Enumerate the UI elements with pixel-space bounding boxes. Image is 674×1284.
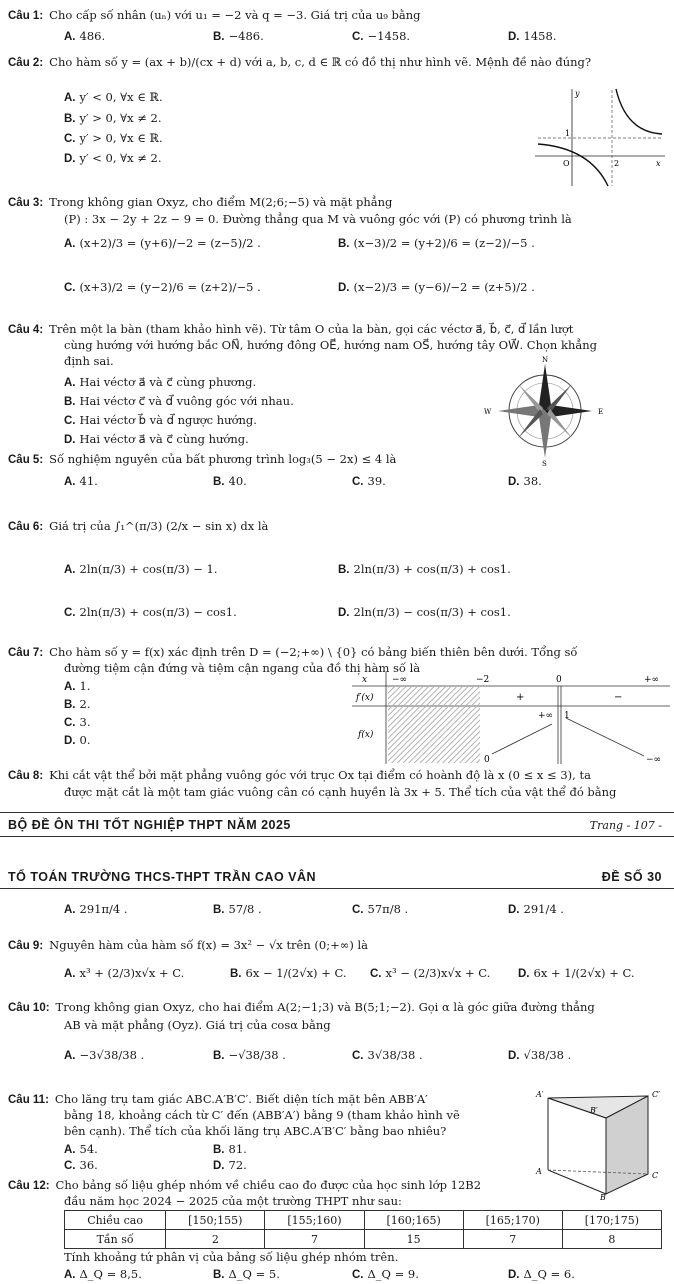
option-letter: C. <box>64 133 76 145</box>
option-d[interactable] <box>508 29 556 43</box>
option-text: 54. <box>79 1142 98 1156</box>
option-b[interactable] <box>213 474 247 488</box>
option-text: 40. <box>228 474 247 488</box>
option-text: 3√38/38 . <box>367 1048 423 1062</box>
option-text: y′ < 0, ∀x ∈ ℝ. <box>79 90 163 104</box>
option-text: −3√38/38 . <box>79 1048 145 1062</box>
question-9 <box>8 938 368 954</box>
one-label: 1 <box>565 129 571 138</box>
vertex-a1: A′ <box>536 1090 544 1099</box>
option-text: 41. <box>79 474 98 488</box>
option-b[interactable] <box>213 902 262 916</box>
table-cell: Tần số <box>65 1230 166 1249</box>
q-text: Giá trị của ∫₁^(π/3) (2/x − sin x) dx là <box>49 519 269 533</box>
option-text: (x−3)/2 = (y+2)/6 = (z−2)/−5 . <box>353 236 535 250</box>
option-a[interactable] <box>64 1267 142 1281</box>
f-minus-inf: −∞ <box>646 755 662 764</box>
q-text-2: đường tiệm cận đứng và tiệm cận ngang của đồ thị hàm số là <box>64 661 421 675</box>
fp-header: f′(x) <box>356 693 374 703</box>
f-one: 1 <box>564 711 570 721</box>
table-cell: [160;165) <box>364 1211 463 1230</box>
option-text: √38/38 . <box>523 1048 572 1062</box>
option-text: −√38/38 . <box>228 1048 286 1062</box>
q-text: Cho hàm số y = (ax + b)/(cx + d) với a, b, c, d ∈ ℝ có đồ thị như hình vẽ. Mệnh đề nào đúng? <box>49 55 592 69</box>
school-header: TỔ TOÁN TRƯỜNG THCS-THPT TRẦN CAO VÂN <box>8 870 317 884</box>
option-d[interactable] <box>338 280 535 294</box>
west-label: W <box>484 408 492 416</box>
option-d[interactable] <box>64 432 249 446</box>
option-letter: D. <box>338 607 350 619</box>
option-letter: B. <box>213 476 225 488</box>
option-letter: A. <box>64 377 76 389</box>
option-text: 57/8 . <box>228 902 262 916</box>
option-text: 3. <box>79 715 91 729</box>
x-header: x <box>362 675 368 685</box>
option-text: 0. <box>79 733 91 747</box>
option-d[interactable] <box>508 1048 571 1062</box>
question-2 <box>8 55 591 71</box>
east-label: E <box>598 408 604 416</box>
option-letter: D. <box>508 476 520 488</box>
table-cell: Chiều cao <box>65 1211 166 1230</box>
question-5 <box>8 452 396 468</box>
arrow-up <box>492 724 552 754</box>
option-c[interactable] <box>64 715 90 729</box>
vertex-b: B <box>600 1193 606 1200</box>
option-b[interactable] <box>338 236 535 250</box>
option-letter: D. <box>508 1269 520 1281</box>
hyperbola-graph <box>530 86 670 188</box>
option-b[interactable] <box>213 1048 286 1062</box>
south-needle <box>539 411 551 458</box>
option-letter: B. <box>230 968 242 980</box>
option-letter: D. <box>508 904 520 916</box>
question-7 <box>8 645 577 661</box>
option-letter: C. <box>64 607 76 619</box>
table-cell: [170;175) <box>562 1211 661 1230</box>
option-text: 38. <box>523 474 542 488</box>
option-letter: C. <box>64 717 76 729</box>
q-number: Câu 4: <box>8 324 44 336</box>
option-text: 486. <box>79 29 106 43</box>
option-c[interactable] <box>352 29 410 43</box>
option-text: 6x − 1/(2√x) + C. <box>245 966 347 980</box>
option-a[interactable] <box>64 562 217 576</box>
question-10 <box>8 1000 595 1016</box>
question-1 <box>8 8 421 24</box>
f-plus-inf: +∞ <box>538 711 554 721</box>
option-letter: B. <box>213 904 225 916</box>
option-text: (x+2)/3 = (y+6)/−2 = (z−5)/2 . <box>79 236 261 250</box>
option-letter: C. <box>352 476 364 488</box>
option-text: Hai véctơ a⃗ và c⃗ cùng hướng. <box>79 432 249 446</box>
option-a[interactable] <box>64 679 90 693</box>
option-b[interactable] <box>213 29 264 43</box>
f-header: f(x) <box>358 730 374 740</box>
option-c[interactable] <box>64 413 257 427</box>
option-text: x³ − (2/3)x√x + C. <box>385 966 491 980</box>
option-a[interactable] <box>64 90 163 104</box>
option-letter: B. <box>213 1144 225 1156</box>
q-number: Câu 1: <box>8 10 44 22</box>
option-letter: B. <box>64 396 76 408</box>
x-zero: 0 <box>556 675 562 685</box>
table-cell: 8 <box>562 1230 661 1249</box>
option-letter: D. <box>338 282 350 294</box>
option-text: Δ_Q = 8,5. <box>79 1267 142 1281</box>
prism-figure <box>530 1088 670 1200</box>
vertex-c: C <box>652 1171 659 1180</box>
option-letter: C. <box>64 282 76 294</box>
option-a[interactable] <box>64 375 256 389</box>
q-number: Câu 10: <box>8 1002 50 1014</box>
option-text: −1458. <box>367 29 411 43</box>
question-8 <box>8 768 591 784</box>
option-text: x³ + (2/3)x√x + C. <box>79 966 185 980</box>
option-c[interactable] <box>64 605 237 619</box>
option-letter: B. <box>64 699 76 711</box>
option-text: −486. <box>228 29 264 43</box>
q-text-2: AB và mặt phẳng (Oyz). Giá trị của cosα bằng <box>64 1018 331 1032</box>
divider <box>0 812 674 813</box>
hatched-region <box>388 707 480 763</box>
option-text: Hai véctơ a⃗ và c⃗ cùng phương. <box>79 375 257 389</box>
option-d[interactable] <box>213 1158 247 1172</box>
option-letter: B. <box>213 1050 225 1062</box>
q-text: Nguyên hàm của hàm số f(x) = 3x² − √x trên (0;+∞) là <box>49 938 368 952</box>
table-cell: 15 <box>364 1230 463 1249</box>
option-letter: D. <box>508 1050 520 1062</box>
edge <box>548 1170 606 1194</box>
option-text: 291π/4 . <box>79 902 128 916</box>
option-letter: C. <box>370 968 382 980</box>
option-letter: D. <box>64 153 76 165</box>
q-number: Câu 2: <box>8 57 44 69</box>
q-number: Câu 12: <box>8 1180 50 1192</box>
option-text: y′ < 0, ∀x ≠ 2. <box>79 151 162 165</box>
table-cell: 7 <box>265 1230 364 1249</box>
x-minus-two: −2 <box>476 675 490 685</box>
option-letter: B. <box>213 31 225 43</box>
option-letter: A. <box>64 904 76 916</box>
option-letter: B. <box>64 113 76 125</box>
question-3 <box>8 195 392 211</box>
option-b[interactable] <box>338 562 511 576</box>
option-b[interactable] <box>213 1267 280 1281</box>
question-6 <box>8 519 268 535</box>
option-b[interactable] <box>64 394 294 408</box>
table-cell: [155;160) <box>265 1211 364 1230</box>
option-letter: B. <box>338 564 350 576</box>
option-text: 2ln(π/3) + cos(π/3) − 1. <box>79 562 218 576</box>
option-b[interactable] <box>64 111 162 125</box>
option-d[interactable] <box>338 605 511 619</box>
table-cell: [165;170) <box>463 1211 562 1230</box>
q-text: Số nghiệm nguyên của bất phương trình log₃(5 − 2x) ≤ 4 là <box>49 452 397 466</box>
option-letter: A. <box>64 238 76 250</box>
table-cell: 7 <box>463 1230 562 1249</box>
option-d[interactable] <box>64 733 90 747</box>
option-text: 81. <box>228 1142 247 1156</box>
exam-number: ĐỀ SỐ 30 <box>601 870 662 884</box>
option-letter: A. <box>64 476 76 488</box>
option-letter: D. <box>213 1160 225 1172</box>
q-text: Khi cắt vật thể bởi mặt phẳng vuông góc với trục Ox tại điểm có hoành độ là x (0 ≤ x ≤ 3), ta <box>49 768 591 782</box>
y-label: y <box>575 89 580 98</box>
option-letter: B. <box>338 238 350 250</box>
q-text-3: định sai. <box>64 354 114 368</box>
option-text: y′ > 0, ∀x ∈ ℝ. <box>79 131 163 145</box>
divider <box>0 888 674 889</box>
option-letter: A. <box>64 92 76 104</box>
book-title: BỘ ĐỀ ÔN THI TỐT NGHIỆP THPT NĂM 2025 <box>8 818 291 832</box>
option-letter: C. <box>352 904 364 916</box>
option-letter: C. <box>352 1269 364 1281</box>
option-letter: D. <box>518 968 530 980</box>
option-c[interactable] <box>64 1158 98 1172</box>
option-text: Hai véctơ c⃗ và d⃗ vuông góc với nhau. <box>79 394 294 408</box>
option-letter: A. <box>64 1269 76 1281</box>
option-letter: C. <box>352 1050 364 1062</box>
q-text: Cho hàm số y = f(x) xác định trên D = (−2;+∞) \ {0} có bảng biến thiên bên dưới. Tổng số <box>49 645 578 659</box>
option-a[interactable] <box>64 966 184 980</box>
option-text: 2ln(π/3) + cos(π/3) + cos1. <box>353 562 511 576</box>
option-letter: A. <box>64 31 76 43</box>
option-a[interactable] <box>64 1142 98 1156</box>
option-letter: D. <box>64 735 76 747</box>
option-text: 1458. <box>523 29 557 43</box>
option-text: 291/4 . <box>523 902 564 916</box>
table-row <box>65 1211 662 1230</box>
option-letter: C. <box>352 31 364 43</box>
q-number: Câu 11: <box>8 1094 49 1106</box>
q-text-2: đầu năm học 2024 − 2025 của một trường THPT như sau: <box>64 1194 402 1208</box>
question-12 <box>8 1178 481 1194</box>
option-text: Δ_Q = 9. <box>367 1267 419 1281</box>
option-a[interactable] <box>64 1048 144 1062</box>
hatched-region <box>388 687 480 705</box>
frequency-table <box>64 1210 662 1249</box>
vertex-b1: B′ <box>590 1106 598 1115</box>
option-d[interactable] <box>64 151 162 165</box>
arrow-down <box>566 718 644 756</box>
option-d[interactable] <box>508 474 542 488</box>
option-b[interactable] <box>64 697 90 711</box>
left-branch <box>538 144 608 186</box>
page-number: Trang - 107 - <box>589 819 662 832</box>
q-number: Câu 6: <box>8 521 44 533</box>
option-letter: D. <box>508 31 520 43</box>
option-text: 6x + 1/(2√x) + C. <box>533 966 635 980</box>
origin-label: O <box>563 159 570 168</box>
right-branch <box>616 89 662 134</box>
option-letter: D. <box>64 434 76 446</box>
option-letter: A. <box>64 681 76 693</box>
option-letter: A. <box>64 1144 76 1156</box>
option-text: Δ_Q = 5. <box>228 1267 280 1281</box>
option-c[interactable] <box>352 474 386 488</box>
option-a[interactable] <box>64 902 128 916</box>
option-text: y′ > 0, ∀x ≠ 2. <box>79 111 162 125</box>
option-text: (x−2)/3 = (y−6)/−2 = (z+5)/2 . <box>353 280 535 294</box>
option-a[interactable] <box>64 236 261 250</box>
vertex-a: A <box>536 1167 542 1176</box>
q-number: Câu 7: <box>8 647 44 659</box>
option-d[interactable] <box>508 1267 575 1281</box>
option-letter: C. <box>64 415 76 427</box>
north-needle <box>539 364 551 411</box>
option-c[interactable] <box>352 902 408 916</box>
option-d[interactable] <box>508 902 564 916</box>
option-text: 1. <box>79 679 91 693</box>
option-text: Δ_Q = 6. <box>523 1267 575 1281</box>
q-text: Cho bảng số liệu ghép nhóm về chiều cao đo được của học sinh lớp 12B2 <box>55 1178 482 1192</box>
option-c[interactable] <box>64 280 261 294</box>
option-a[interactable] <box>64 29 105 43</box>
q-text: Cho lăng trụ tam giác ABC.A′B′C′. Biết diện tích mặt bên ABB′A′ <box>54 1092 428 1106</box>
question-4 <box>8 322 573 338</box>
option-text: 2ln(π/3) − cos(π/3) + cos1. <box>353 605 511 619</box>
fp-minus: − <box>614 692 623 703</box>
q-text-2: (P) : 3x − 2y + 2z − 9 = 0. Đường thẳng qua M và vuông góc với (P) có phương trình là <box>64 212 572 226</box>
option-letter: C. <box>64 1160 76 1172</box>
option-text: 36. <box>79 1158 98 1172</box>
q-number: Câu 8: <box>8 770 44 782</box>
option-c[interactable] <box>370 966 490 980</box>
q-text: Trong không gian Oxyz, cho điểm M(2;6;−5) và mặt phẳng <box>49 195 393 209</box>
option-b[interactable] <box>230 966 347 980</box>
option-text: 57π/8 . <box>367 902 409 916</box>
option-text: 39. <box>367 474 386 488</box>
option-letter: A. <box>64 564 76 576</box>
north-label: N <box>542 356 549 364</box>
q-number: Câu 3: <box>8 197 44 209</box>
q-text: Trên một la bàn (tham khảo hình vẽ). Từ tâm O của la bàn, gọi các véctơ a⃗, b⃗, c⃗, d⃗ lần lượt <box>49 322 574 336</box>
option-letter: A. <box>64 968 76 980</box>
option-c[interactable] <box>64 131 163 145</box>
q-text-3: Tính khoảng tứ phân vị của bảng số liệu ghép nhóm trên. <box>64 1250 399 1264</box>
option-text: 2. <box>79 697 91 711</box>
option-c[interactable] <box>352 1048 423 1062</box>
option-text: (x+3)/2 = (y−2)/6 = (z+2)/−5 . <box>79 280 261 294</box>
option-b[interactable] <box>213 1142 247 1156</box>
fp-plus: + <box>516 692 525 703</box>
q-number: Câu 9: <box>8 940 44 952</box>
option-a[interactable] <box>64 474 98 488</box>
question-11 <box>8 1092 428 1108</box>
option-d[interactable] <box>518 966 635 980</box>
x-plus-inf: +∞ <box>644 675 660 685</box>
option-c[interactable] <box>352 1267 419 1281</box>
vertex-c1: C′ <box>652 1090 660 1099</box>
q-text-3: bên cạnh). Thể tích của khối lăng trụ ABC.A′B′C′ bằng bao nhiêu? <box>64 1124 447 1138</box>
compass-figure <box>480 356 610 466</box>
divider <box>0 836 674 837</box>
option-letter: B. <box>213 1269 225 1281</box>
two-label: 2 <box>614 159 620 168</box>
x-label: x <box>656 159 661 168</box>
south-label: S <box>542 460 547 466</box>
table-cell: 2 <box>166 1230 265 1249</box>
option-text: 2ln(π/3) + cos(π/3) − cos1. <box>79 605 237 619</box>
q-text-2: cùng hướng với hướng bắc ON⃗, hướng đông OE⃗, hướng nam OS⃗, hướng tây OW⃗. Chọn khẳng <box>64 338 597 352</box>
option-text: 72. <box>228 1158 247 1172</box>
table-cell: [150;155) <box>166 1211 265 1230</box>
variation-table <box>352 672 670 764</box>
q-text: Trong không gian Oxyz, cho hai điểm A(2;−1;3) và B(5;1;−2). Gọi α là góc giữa đường thẳng <box>55 1000 595 1014</box>
option-letter: A. <box>64 1050 76 1062</box>
option-text: Hai véctơ b⃗ và d⃗ ngược hướng. <box>79 413 257 427</box>
table-row <box>65 1230 662 1249</box>
f-zero: 0 <box>484 755 490 764</box>
q-text: Cho cấp số nhân (uₙ) với u₁ = −2 và q = −3. Giá trị của u₉ bằng <box>49 8 421 22</box>
q-text-2: bằng 18, khoảng cách từ C′ đến (ABB′A′) bằng 9 (tham khảo hình vẽ <box>64 1108 460 1122</box>
q-number: Câu 5: <box>8 454 44 466</box>
q-text-2: được mặt cắt là một tam giác vuông cân có cạnh huyền là 3x + 5. Thể tích của vật thể đó bằng <box>64 785 617 799</box>
x-minus-inf: −∞ <box>392 675 408 685</box>
